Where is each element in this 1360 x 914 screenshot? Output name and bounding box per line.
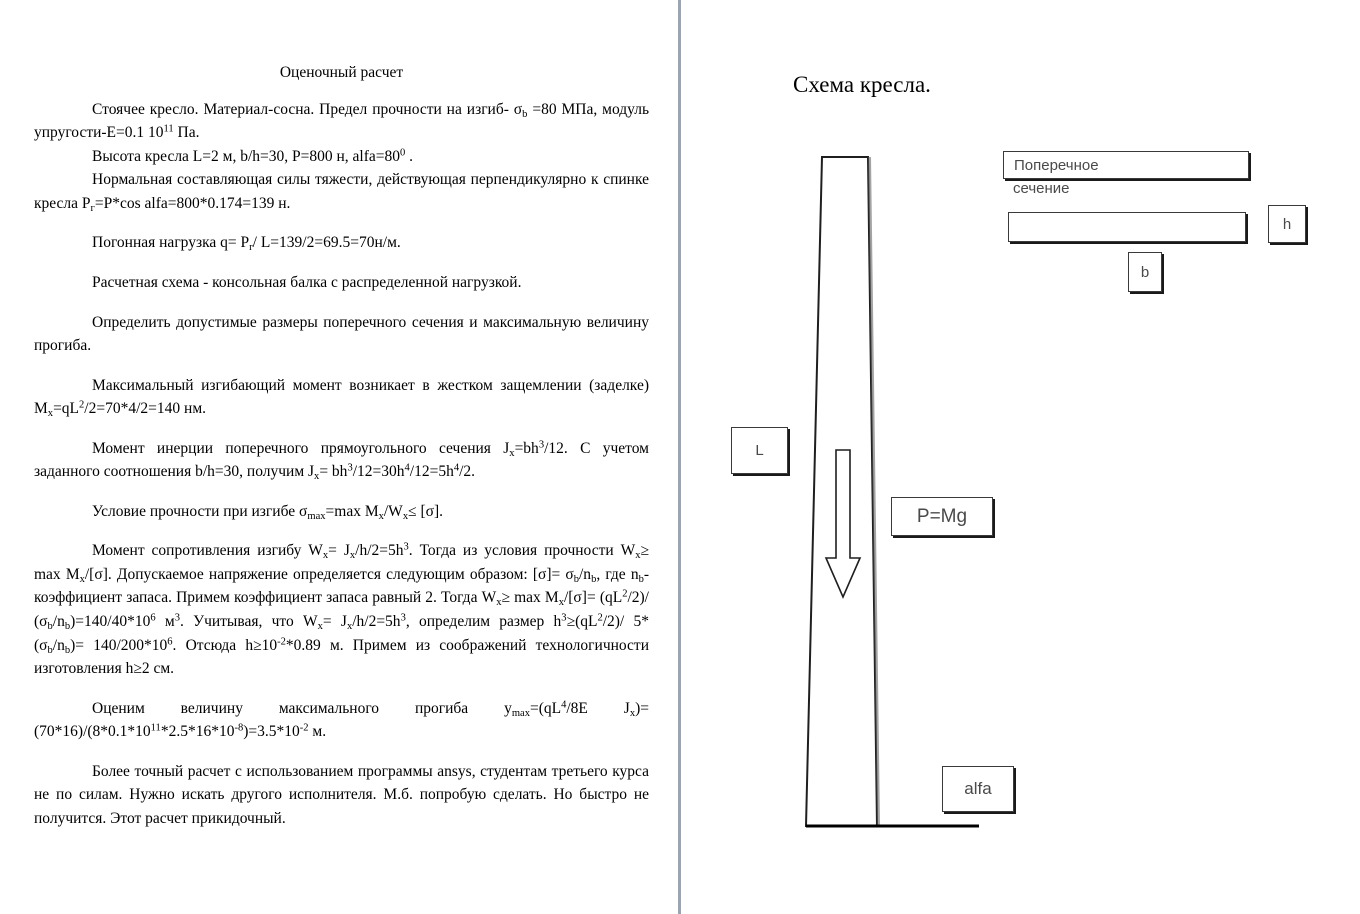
paragraph-dimensions: Высота кресла L=2 м, b/h=30, P=800 н, $alfa=80^0$ . bbox=[92, 147, 414, 165]
paragraph-normal-force: Нормальная составляющая силы тяжести, действующая перпендикулярно к спинке кресла $P_г=P*\cos$ alfa=800*0.174=139 н. bbox=[34, 171, 649, 214]
force-label: P=Mg bbox=[916, 505, 968, 527]
width-label-box bbox=[1128, 252, 1162, 292]
paragraph-calc-scheme: Расчетная схема - консольная балка с распределенной нагрузкой. bbox=[92, 273, 522, 291]
cross-section-label-line1: Поперечное bbox=[1014, 156, 1099, 174]
angle-label-box bbox=[942, 766, 1014, 812]
scheme-title: Схема кресла. bbox=[793, 72, 931, 97]
cross-section-label-line2: сечение bbox=[1013, 180, 1070, 197]
document-title: Оценочный расчет bbox=[279, 64, 404, 81]
height-label-box bbox=[1268, 205, 1306, 243]
cross-section-rectangle bbox=[1008, 212, 1246, 242]
paragraph-distributed-load: Погонная нагрузка $q= P_r/$ L=139/2=69.5=70н/м. bbox=[92, 234, 401, 254]
paragraph-objective: Определить допустимые размеры поперечного сечения и максимальную величину прогиба. bbox=[34, 313, 649, 355]
angle-label: alfa bbox=[964, 779, 992, 798]
cross-section-label-box bbox=[1003, 151, 1249, 179]
text-document-pane bbox=[0, 0, 678, 914]
paragraph-max-moment: Максимальный изгибающий момент возникает в жестком защемлении (заделке) $M_x=qL^2/2=70*4/2=140$ нм. bbox=[34, 376, 649, 420]
paragraph-inertia: Момент инерции поперечного прямоугольного сечения $J_x=bh^3/12$. С учетом заданного соотношения b/h=30, получим $J_x= bh^3/12=30h^4/12=5h^4/2$. bbox=[34, 439, 649, 483]
document-body bbox=[34, 62, 649, 830]
paragraph-max-deflection: Оценим величину максимального прогиба $y_{max}=(qL^4/8E$ $J_x)=(70*16)/(8*0.1*10^{11}*2.5*16*10^{-8})=3.5*10^{-2}$ м. bbox=[34, 699, 649, 741]
paragraph-section-modulus: Момент сопротивления изгибу $W_x= J_x/h/2=5h^3$. Тогда из условия прочности $W_x\ge \max M_x/[\sigma]$. Допускаемое напряжение определяется следующим образом: $[\sigma]= \sigma_b/n_b$, где $n_b$-коэффициент запаса. Примем коэффициент запаса равный 2. Тогда $W_x\ge \max M_x/[\sigma]= (qL^2/2)/$ $(\sigma_b/n_b)=140/40*10^6$ $м^3$. Учитывая, что $W_x= J_x/h/2=5h^3$, определим размер $h^3\ge(qL^2/2)/$ $5*(\sigma_b/n_b)= 140/200*10^6$. Отсюда $h\ge 10^{-2}*0.89$ м. Примем из соображений технологичности изготовления h≥2 см. bbox=[34, 541, 650, 678]
length-label-box bbox=[731, 427, 788, 474]
scheme-pane bbox=[678, 0, 1360, 914]
width-label: b bbox=[1140, 263, 1150, 281]
height-label: h bbox=[1282, 215, 1292, 233]
paragraph-material: Стоячее кресло. Материал-сосна. Предел прочности на изгиб- $\sigma_b =80$ МПа, модуль упругости-E=0.1 $10^{11}$ Па. bbox=[34, 100, 650, 142]
paragraph-strength-condition: Условие прочности при изгибе $\sigma_{max}=\max$ $M_x/W_x\le [\sigma]$. bbox=[92, 502, 444, 522]
length-label: L bbox=[755, 442, 764, 459]
paragraph-closing-note: Более точный расчет с использованием программы ansys, студентам третьего курса не по силам. Нужно искать другого исполнителя. М.б. попробую сделать. Но быстро не получится. Этот расчет прикидочный. bbox=[34, 762, 649, 827]
force-label-box bbox=[891, 497, 993, 536]
